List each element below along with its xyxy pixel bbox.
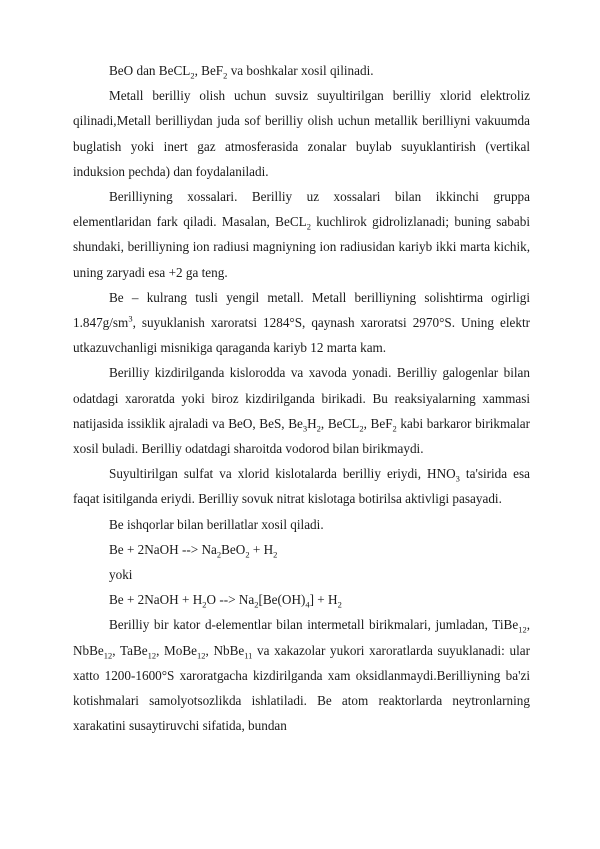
paragraph: Suyultirilgan sulfat va xlorid kislotalarda berilliy eriydi, $HNO_3$ ta'sirida esa faqat isitilganda eriydi. Berilliy sovuk nitrat kislotaga botirilsa aktivligi pasayadi. [73,466,531,507]
reaction-equation: Be + 2NaOH + $H_2O$ --> $Na_2[Be(OH)_4] + H_2$ [109,592,342,610]
paragraph: Berilliy kizdirilganda kislorodda va xavoda yonadi. Berilliy galogenlar bilan odatdagi xaroratda yoki biroz kizdirilganda birikadi. Bu reaksiyalarning xammasi natijasida issiklik ajraladi va BeO, BeS, $Be_3H_2$, BeCL$_2$, BeF$_2$ kabi barkaror birikmalar xosil buladi. Berilliy odatdagi sharoitda vodorod bilan birikmaydi. [73,365,530,457]
paragraph: Be – kulrang tusli yengil metall. Metall berilliyning solishtirma ogirligi $1.847g/sm^3$, suyuklanish xaroratsi 1284°S, qaynash xaroratsi 2970°S. Uning elektr utkazuvchanligi misnikiga qaraganda kariyb 12 marta kam. [73,289,530,356]
paragraph: Be ishqorlar bilan berillatlar xosil qiladi. [109,516,324,532]
paragraph: Berilliy bir kator d-elementlar bilan intermetall birikmalari, jumladan, TiBe$_{12}$, NbBe$_{12}$, TaBe$_{12}$, MoBe$_{12}$, NbBe$_{11}$ va xakazolar yukori xaroratlarda suyuklanadi: ular xatto 1200-1600°S xaroratgacha kizdirilganda xam oksidlanmaydi.Berilliyning ba'zi kotishmalari samolyotsozlikda ishlatiladi. Be atom reaktorlarda neytronlarning xarakatini susaytiruvchi sifatida, bundan [73,617,530,734]
paragraph: Berilliyning xossalari. Berilliy uz xossalari bilan ikkinchi gruppa elementlaridan fark qiladi. Masalan, BeCL$_2$ kuchlirok gidrolizlanadi; buning sababi shundaki, berilliyning ion radiusi magniyning ion radiusidan kariyb ikki marta kichik, uning zaryadi esa +2 ga teng. [73,189,530,280]
paragraph: BeO dan BeCL$_2$, BeF$_2$ va boshkalar xosil qilinadi. [109,63,374,81]
document-body [73,58,530,738]
connector-word: yoki [109,567,133,583]
reaction-equation: Be + 2NaOH --> $Na_2BeO_2 + H_2$ [109,541,278,560]
paragraph: Metall berilliy olish uchun suvsiz suyultirilgan berilliy xlorid elektroliz qilinadi,Metall berilliydan juda sof berilliy olish uchun metallik berilliyni vakuumda buglatish yoki inert gaz atmosferasida zonalar buylab suyuklantirish (vertikal induksion pechda) dan foydalaniladi. [73,88,530,179]
